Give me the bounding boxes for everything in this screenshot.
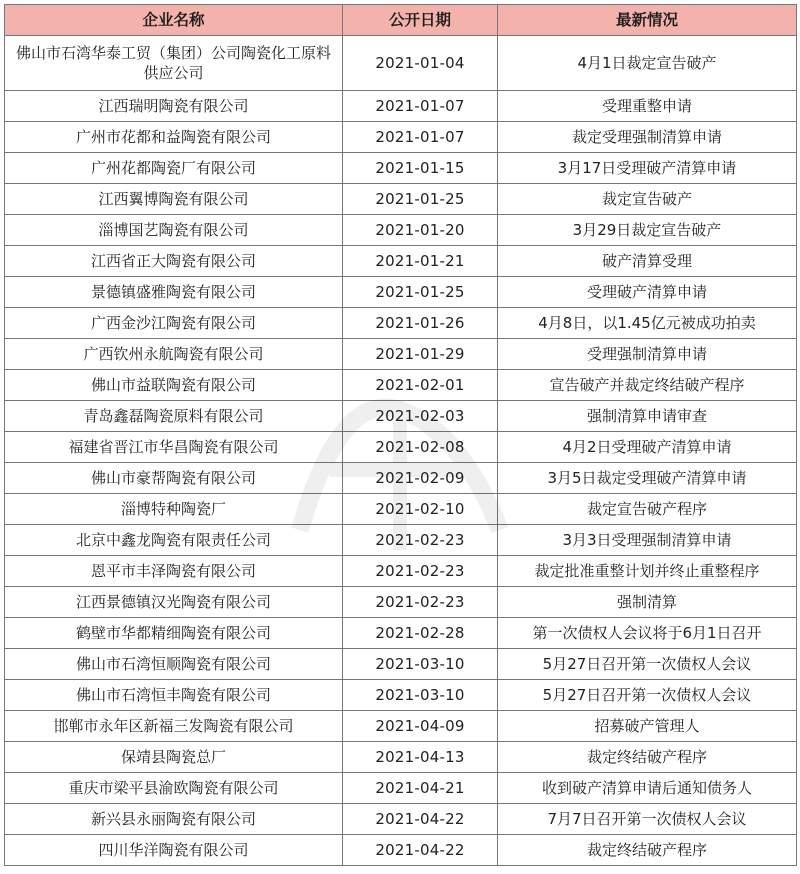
company-name-cell: 广西金沙江陶瓷有限公司: [5, 308, 343, 339]
table-row: [5, 153, 797, 184]
public-date-cell: 2021-02-01: [343, 370, 498, 401]
table-row: [5, 835, 797, 866]
table-row: [5, 370, 797, 401]
public-date-cell: 2021-04-09: [343, 711, 498, 742]
public-date-cell: 2021-02-28: [343, 618, 498, 649]
company-name-cell: 重庆市梁平县渝欧陶瓷有限公司: [5, 773, 343, 804]
latest-status-cell: 裁定终结破产程序: [498, 835, 797, 866]
latest-status-cell: 4月2日受理破产清算申请: [498, 432, 797, 463]
public-date-cell: 2021-03-10: [343, 680, 498, 711]
latest-status-cell: 收到破产清算申请后通知债务人: [498, 773, 797, 804]
table-row: [5, 246, 797, 277]
latest-status-cell: 受理强制清算申请: [498, 339, 797, 370]
latest-status-cell: 4月1日裁定宣告破产: [498, 36, 797, 91]
latest-status-cell: 3月29日裁定宣告破产: [498, 215, 797, 246]
company-name-cell: 佛山市益联陶瓷有限公司: [5, 370, 343, 401]
latest-status-cell: 裁定宣告破产程序: [498, 494, 797, 525]
latest-status-cell: 5月27日召开第一次债权人会议: [498, 680, 797, 711]
table-row: [5, 556, 797, 587]
company-name-cell: 佛山市石湾恒顺陶瓷有限公司: [5, 649, 343, 680]
latest-status-cell: 招募破产管理人: [498, 711, 797, 742]
company-name-cell: 广州市花都和益陶瓷有限公司: [5, 122, 343, 153]
table-row: [5, 742, 797, 773]
latest-status-cell: 第一次债权人会议将于6月1日召开: [498, 618, 797, 649]
public-date-cell: 2021-01-29: [343, 339, 498, 370]
latest-status-cell: 裁定终结破产程序: [498, 742, 797, 773]
company-name-cell: 邯郸市永年区新福三发陶瓷有限公司: [5, 711, 343, 742]
table-row: [5, 711, 797, 742]
latest-status-cell: 强制清算申请审查: [498, 401, 797, 432]
column-header-public-date: 公开日期: [343, 5, 498, 36]
header-row: [5, 5, 797, 36]
public-date-cell: 2021-01-26: [343, 308, 498, 339]
latest-status-cell: 破产清算受理: [498, 246, 797, 277]
public-date-cell: 2021-02-23: [343, 556, 498, 587]
company-name-cell: 江西景德镇汉光陶瓷有限公司: [5, 587, 343, 618]
public-date-cell: 2021-04-21: [343, 773, 498, 804]
company-name-cell: 保靖县陶瓷总厂: [5, 742, 343, 773]
table-row: [5, 122, 797, 153]
company-name-cell: 佛山市石湾恒丰陶瓷有限公司: [5, 680, 343, 711]
table-row: [5, 184, 797, 215]
company-name-cell: 江西翼博陶瓷有限公司: [5, 184, 343, 215]
public-date-cell: 2021-04-13: [343, 742, 498, 773]
public-date-cell: 2021-01-25: [343, 277, 498, 308]
table-row: [5, 401, 797, 432]
public-date-cell: 2021-02-08: [343, 432, 498, 463]
latest-status-cell: 裁定受理强制清算申请: [498, 122, 797, 153]
latest-status-cell: 3月17日受理破产清算申请: [498, 153, 797, 184]
latest-status-cell: 5月27日召开第一次债权人会议: [498, 649, 797, 680]
latest-status-cell: 4月8日，以1.45亿元被成功拍卖: [498, 308, 797, 339]
table-row: [5, 91, 797, 122]
public-date-cell: 2021-01-04: [343, 36, 498, 91]
latest-status-cell: 受理破产清算申请: [498, 277, 797, 308]
public-date-cell: 2021-04-22: [343, 835, 498, 866]
table-row: [5, 36, 797, 91]
public-date-cell: 2021-01-07: [343, 122, 498, 153]
company-name-cell: 淄博特种陶瓷厂: [5, 494, 343, 525]
table-row: [5, 432, 797, 463]
table-row: [5, 587, 797, 618]
latest-status-cell: 7月7日召开第一次债权人会议: [498, 804, 797, 835]
company-name-cell: 新兴县永丽陶瓷有限公司: [5, 804, 343, 835]
company-name-cell: 佛山市石湾华泰工贸（集团）公司陶瓷化工原料供应公司: [5, 36, 343, 91]
latest-status-cell: 3月5日裁定受理破产清算申请: [498, 463, 797, 494]
table-row: [5, 804, 797, 835]
public-date-cell: 2021-01-21: [343, 246, 498, 277]
public-date-cell: 2021-01-25: [343, 184, 498, 215]
company-name-cell: 淄博国艺陶瓷有限公司: [5, 215, 343, 246]
company-name-cell: 景德镇盛雅陶瓷有限公司: [5, 277, 343, 308]
public-date-cell: 2021-04-22: [343, 804, 498, 835]
latest-status-cell: 宣告破产并裁定终结破产程序: [498, 370, 797, 401]
table-row: [5, 773, 797, 804]
table-row: [5, 618, 797, 649]
table-row: [5, 308, 797, 339]
public-date-cell: 2021-02-23: [343, 587, 498, 618]
table-row: [5, 277, 797, 308]
bankruptcy-table: [4, 4, 797, 866]
latest-status-cell: 3月3日受理强制清算申请: [498, 525, 797, 556]
company-name-cell: 广州花都陶瓷厂有限公司: [5, 153, 343, 184]
company-name-cell: 佛山市豪帮陶瓷有限公司: [5, 463, 343, 494]
company-name-cell: 恩平市丰泽陶瓷有限公司: [5, 556, 343, 587]
table-header: [5, 5, 797, 36]
table-row: [5, 680, 797, 711]
table-row: [5, 463, 797, 494]
company-name-cell: 江西省正大陶瓷有限公司: [5, 246, 343, 277]
public-date-cell: 2021-02-23: [343, 525, 498, 556]
column-header-company-name: 企业名称: [5, 5, 343, 36]
company-name-cell: 鹤壁市华都精细陶瓷有限公司: [5, 618, 343, 649]
table-body: [5, 36, 797, 866]
table-row: [5, 649, 797, 680]
company-name-cell: 江西瑞明陶瓷有限公司: [5, 91, 343, 122]
company-name-cell: 青岛鑫磊陶瓷原料有限公司: [5, 401, 343, 432]
company-name-cell: 福建省晋江市华昌陶瓷有限公司: [5, 432, 343, 463]
latest-status-cell: 受理重整申请: [498, 91, 797, 122]
public-date-cell: 2021-02-09: [343, 463, 498, 494]
column-header-latest-status: 最新情况: [498, 5, 797, 36]
public-date-cell: 2021-02-03: [343, 401, 498, 432]
public-date-cell: 2021-01-07: [343, 91, 498, 122]
public-date-cell: 2021-03-10: [343, 649, 498, 680]
latest-status-cell: 裁定批准重整计划并终止重整程序: [498, 556, 797, 587]
table-row: [5, 339, 797, 370]
public-date-cell: 2021-02-10: [343, 494, 498, 525]
latest-status-cell: 强制清算: [498, 587, 797, 618]
table-row: [5, 215, 797, 246]
latest-status-cell: 裁定宣告破产: [498, 184, 797, 215]
company-name-cell: 北京中鑫龙陶瓷有限责任公司: [5, 525, 343, 556]
company-name-cell: 四川华洋陶瓷有限公司: [5, 835, 343, 866]
table-row: [5, 525, 797, 556]
public-date-cell: 2021-01-15: [343, 153, 498, 184]
company-name-cell: 广西钦州永航陶瓷有限公司: [5, 339, 343, 370]
public-date-cell: 2021-01-20: [343, 215, 498, 246]
table-row: [5, 494, 797, 525]
